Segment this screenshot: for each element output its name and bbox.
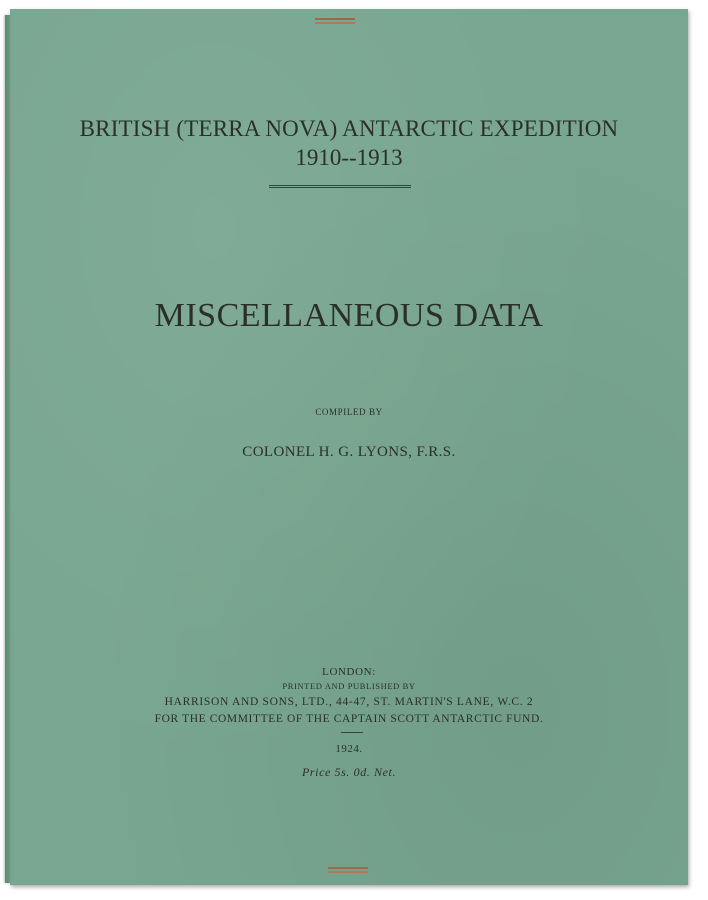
book-cover — [10, 9, 688, 885]
imprint-for-line: FOR THE COMMITTEE OF THE CAPTAIN SCOTT ANTARCTIC FUND. — [154, 713, 544, 725]
top-staple — [315, 18, 355, 24]
imprint-rule — [341, 732, 363, 733]
series-years: 1910--1913 — [295, 145, 403, 170]
imprint-printed-by: PRINTED AND PUBLISHED BY — [282, 681, 416, 691]
imprint-publisher: HARRISON AND SONS, LTD., 44-47, ST. MARTIN'S LANE, W.C. 2 — [164, 696, 534, 708]
price-line: Price 5s. 0d. Net. — [301, 765, 397, 779]
series-title: BRITISH (TERRA NOVA) ANTARCTIC EXPEDITION — [79, 116, 619, 141]
imprint-place: LONDON: — [322, 666, 376, 678]
author-name: COLONEL H. G. LYONS, F.R.S. — [242, 444, 456, 460]
double-rule — [269, 185, 411, 188]
bottom-staple — [328, 867, 368, 873]
compiled-by-label: COMPILED BY — [315, 407, 383, 417]
main-title: MISCELLANEOUS DATA — [154, 297, 544, 334]
publication-year: 1924. — [335, 743, 363, 755]
